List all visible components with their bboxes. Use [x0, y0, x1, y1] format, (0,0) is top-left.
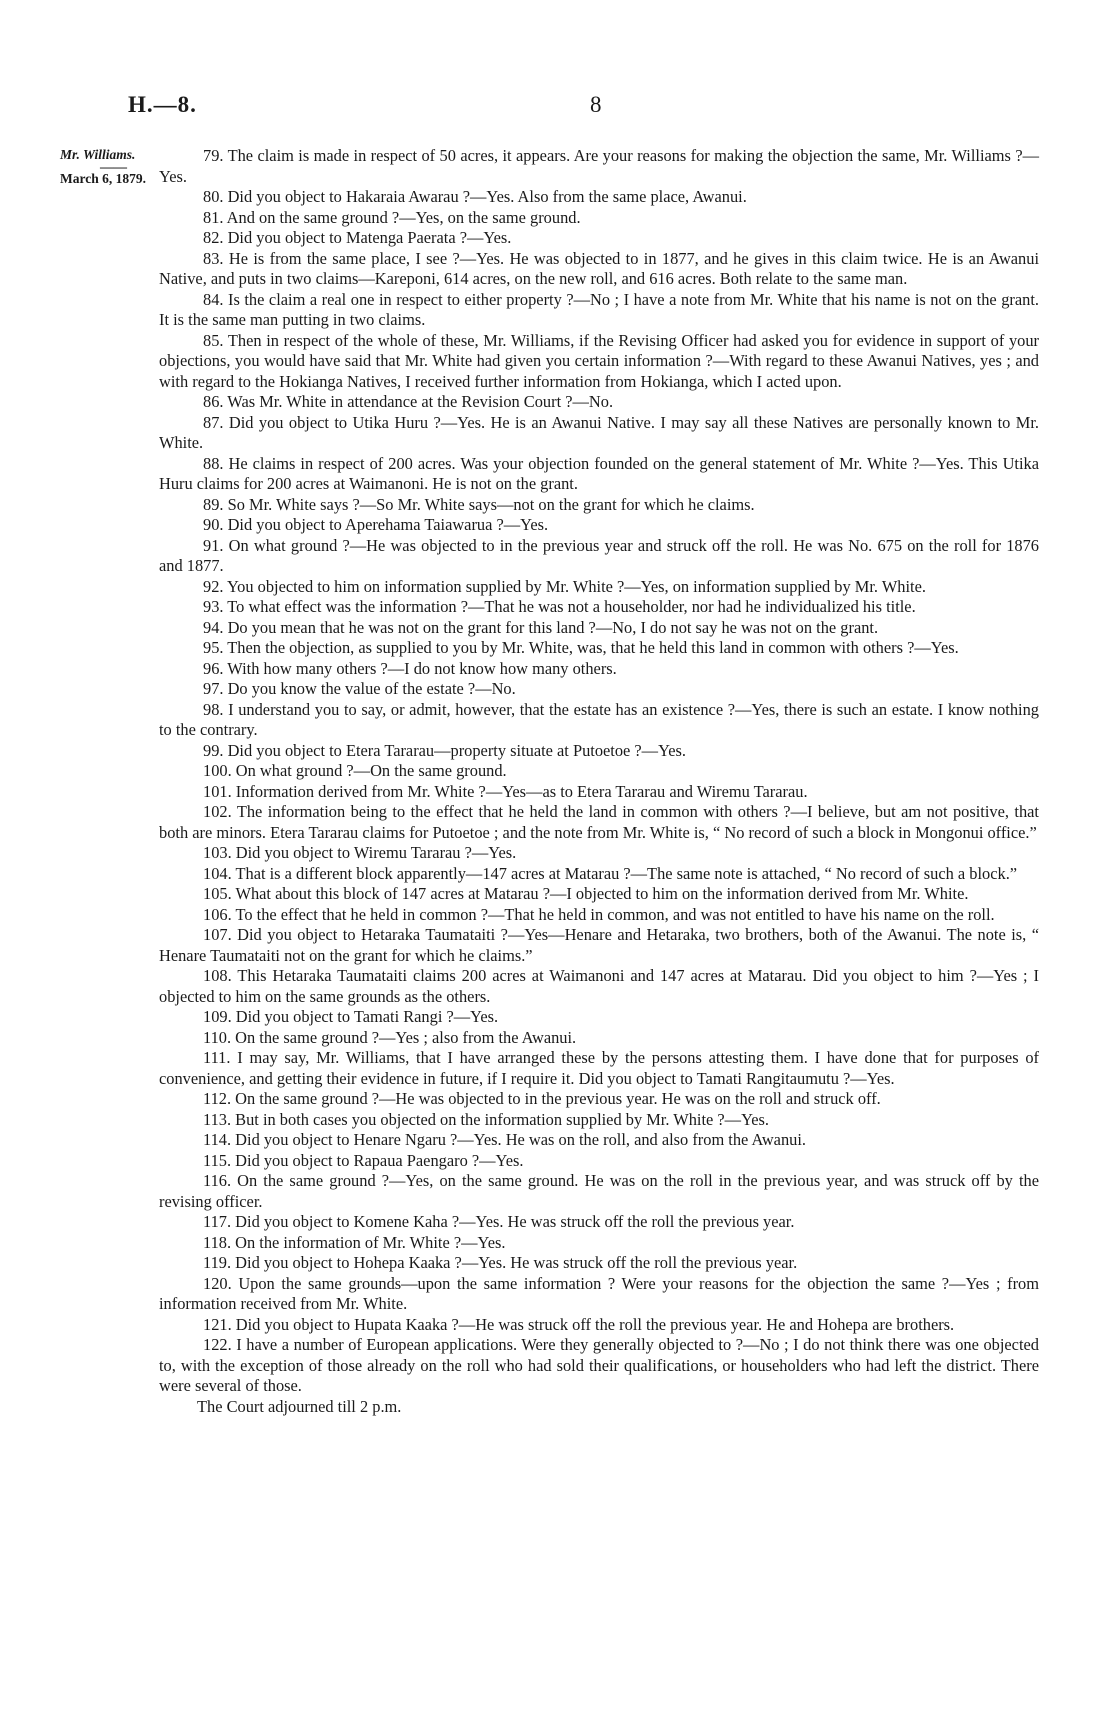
paragraph: 113. But in both cases you objected on the information supplied by Mr. White ?—Yes. [203, 1109, 770, 1129]
paragraph: 93. To what effect was the information ?—That he was not a householder, nor had he individualized his title. [203, 597, 916, 616]
paragraph: 98. I understand you to say, or admit, however, that the estate has an existence ?—Yes, there is such an estate. I know nothing to the contrary. [159, 699, 1039, 739]
paragraph: 102. The information being to the effect that he held the land in common with others ?—I believe, but am not positive, that both are minors. Etera Tararau claims for Putoetoe ; and the note from Mr. White is, “ No record of such a block in Mongonui office.” [159, 802, 1039, 842]
paragraph: 122. I have a number of European applications. Were they generally objected to ?—No ; I do not think there was one objected to, with the exception of those already on the roll who had sold their qualifications, or householders who had left the district. There were several of those. [159, 1335, 1039, 1395]
paragraph: 109. Did you object to Tamati Rangi ?—Yes. [203, 1007, 499, 1026]
paragraph: 79. The claim is made in respect of 50 acres, it appears. Are your reasons for making the objection the same, Mr. Williams ?—Yes. [159, 146, 1039, 186]
paragraph: 115. Did you object to Rapaua Paengaro ?—Yes. [203, 1150, 524, 1170]
paragraph: 86. Was Mr. White in attendance at the Revision Court ?—No. [203, 392, 614, 411]
paragraph: 107. Did you object to Hetaraka Taumataiti ?—Yes—Henare and Hetaraka, two brothers, both of the Awanui. The note is, “ Henare Taumataiti not on the grant for which he claims.” [159, 925, 1039, 965]
paragraph: 89. So Mr. White says ?—So Mr. White says—not on the grant for which he claims. [203, 494, 755, 514]
paragraph: 88. He claims in respect of 200 acres. Was your objection founded on the general statement of Mr. White ?—Yes. This Utika Huru claims for 200 acres at Waimanoni. He is not on the grant. [159, 453, 1039, 493]
paragraph: 84. Is the claim a real one in respect to either property ?—No ; I have a note from Mr. White that his name is not on the grant. It is the same man putting in two claims. [159, 289, 1039, 329]
paragraph: 101. Information derived from Mr. White ?—Yes—as to Etera Tararau and Wiremu Tararau. [203, 781, 808, 801]
adjournment-note: The Court adjourned till 2 p.m. [197, 1396, 402, 1416]
paragraph: 116. On the same ground ?—Yes, on the same ground. He was on the roll in the previous year, and was struck off by the revising officer. [159, 1171, 1039, 1211]
paragraph: 104. That is a different block apparently—147 acres at Matarau ?—The same note is attached, “ No record of such a block.” [203, 863, 1018, 883]
paragraph: 118. On the information of Mr. White ?—Yes. [203, 1232, 506, 1252]
paragraph: 103. Did you object to Wiremu Tararau ?—Yes. [203, 843, 517, 862]
witness-name: Mr. Williams. [60, 147, 136, 162]
paragraph: 119. Did you object to Hohepa Kaaka ?—Yes. He was struck off the roll the previous year. [203, 1253, 798, 1272]
paragraph: 121. Did you object to Hupata Kaaka ?—He was struck off the roll the previous year. He and Hohepa are brothers. [203, 1314, 955, 1334]
paragraph: 82. Did you object to Matenga Paerata ?—Yes. [203, 228, 512, 247]
hearing-date: March 6, 1879. [60, 171, 146, 186]
paragraph: 87. Did you object to Utika Huru ?—Yes. He is an Awanui Native. I may say all these Natives are personally known to Mr. White. [159, 412, 1039, 452]
paragraph: 85. Then in respect of the whole of these, Mr. Williams, if the Revising Officer had asked you for evidence in support of your objections, you would have said that Mr. White had given you certain information ?—With regard to these Awanui Natives, yes ; and with regard to the Hokianga Natives, I received further information from Hokianga, which I acted upon. [159, 330, 1039, 391]
paragraph: 96. With how many others ?—I do not know how many others. [203, 658, 617, 678]
paragraph: 105. What about this block of 147 acres at Matarau ?—I objected to him on the information derived from Mr. White. [203, 884, 969, 903]
paragraph: 114. Did you object to Henare Ngaru ?—Yes. He was on the roll, and also from the Awanui. [203, 1130, 807, 1149]
paragraph: 108. This Hetaraka Taumataiti claims 200 acres at Waimanoni and 147 acres at Matarau. Did you object to him ?—Yes ; I objected to him on the same grounds as the others. [159, 966, 1039, 1006]
paragraph: 120. Upon the same grounds—upon the same information ? Were your reasons for the objection the same ?—Yes ; from information received from Mr. White. [159, 1273, 1039, 1313]
paragraph: 80. Did you object to Hakaraia Awarau ?—Yes. Also from the same place, Awanui. [203, 187, 747, 206]
margin-dash: —— [100, 159, 127, 174]
page-header [0, 92, 1114, 126]
paragraph: 106. To the effect that he held in common ?—That he held in common, and was not entitled to have his name on the roll. [203, 904, 995, 924]
paragraph: 81. And on the same ground ?—Yes, on the same ground. [203, 207, 581, 227]
testimony-body [159, 146, 1039, 1417]
page-number: 8 [590, 92, 602, 117]
paragraph: 117. Did you object to Komene Kaha ?—Yes. He was struck off the roll the previous year. [203, 1212, 795, 1231]
paragraph: 99. Did you object to Etera Tararau—property situate at Putoetoe ?—Yes. [203, 740, 687, 760]
paragraph: 112. On the same ground ?—He was objected to in the previous year. He was on the roll and struck off. [203, 1089, 881, 1108]
paragraph: 95. Then the objection, as supplied to you by Mr. White, was, that he held this land in common with others ?—Yes. [203, 638, 959, 657]
paragraph: 92. You objected to him on information supplied by Mr. White ?—Yes, on information supplied by Mr. White. [203, 576, 926, 596]
margin-note [60, 148, 160, 186]
document-reference: H.—8. [128, 92, 197, 117]
paragraph: 91. On what ground ?—He was objected to in the previous year and struck off the roll. He was No. 675 on the roll for 1876 and 1877. [159, 535, 1039, 575]
paragraph: 100. On what ground ?—On the same ground. [203, 761, 507, 780]
paragraph: 97. Do you know the value of the estate ?—No. [203, 679, 516, 698]
paragraph: 110. On the same ground ?—Yes ; also from the Awanui. [203, 1027, 577, 1047]
paragraph: 111. I may say, Mr. Williams, that I have arranged these by the persons attesting them. I have done that for purposes of convenience, and getting their evidence in future, if I require it. Did you object to Tamati Rangitaumutu ?—Yes. [159, 1048, 1039, 1088]
paragraph: 90. Did you object to Aperehama Taiawarua ?—Yes. [203, 515, 549, 534]
paragraph: 83. He is from the same place, I see ?—Yes. He was objected to in 1877, and he gives in this claim twice. He is an Awanui Native, and puts in two claims—Kareponi, 614 acres, on the new roll, and 616 acres. Both relate to the same man. [159, 248, 1039, 288]
paragraph: 94. Do you mean that he was not on the grant for this land ?—No, I do not say he was not on the grant. [203, 617, 879, 637]
